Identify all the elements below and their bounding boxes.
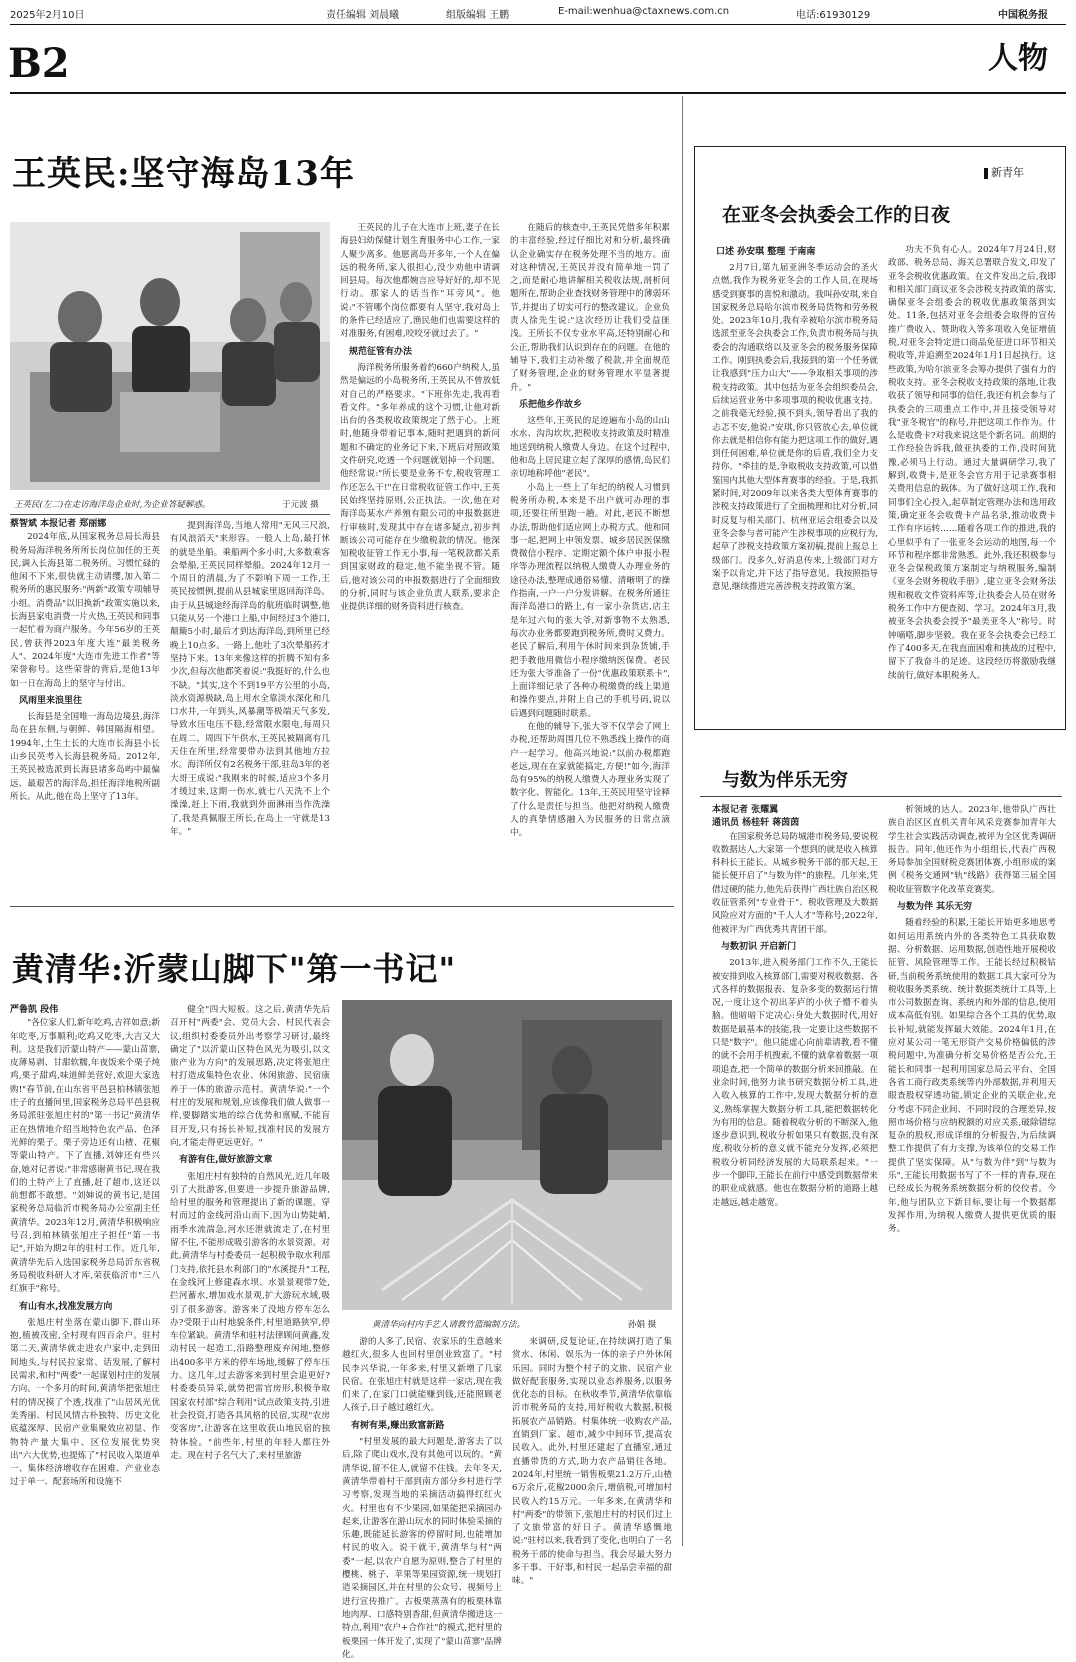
article3-paragraph: 2月7日,第九届亚洲冬季运动会的圣火点燃,我作为税务亚冬会的工作人员,在现场感受到赛事的喜悦和激动。我叫孙安琪,来自国家税务总局哈尔滨市税务局货物和劳务税处。2023年10月,我有幸被哈尔滨市税务局选派至亚冬会执委会工作,负责市税务局与执委会的沟通联络以及亚冬会的税务服务保障工作。刚到执委会后,我接到的第一个任务就让我感到"压力山大"——争取相关事项的涉税支持政策。其中包括为亚冬会组织委员会,后续运营业务中多项事项的税收优惠支持。之前我毫无经验,摸不到头,领导看出了我的忐忑不安,他说:"安琪,你只管放心去,单位就你去就是相信你有能力把这项工作的做好,遇到任何困难,单位就是你的后盾,我们全力支持你。"牵挂的是,争取税收支持政策,可以借鉴国内其他大型体育赛事的经验。于是,我抓紧时间,对2009年以来各类大型体育赛事的涉税支持政策进行了全面梳理和比对分析,同时反复与相关部门、杭州亚运会组委会以及亚冬会参与者可能产生涉税事项的应税行为,起草了涉税支持政策方案初稿,提前上报总上级部门。没多久,好消息传来,上级部门对方案予以肯定,并下达了指导意见。我按照指导意见,继续推进完善涉税支持政策方案。 — [712, 263, 879, 593]
article1-column-4 — [510, 222, 670, 900]
article1-paragraph: 在随后的核查中,王英民凭借多年积累的丰富经验,经过仔细比对和分析,最终确认企业确实存在税务处理不当的地方。面对这种情况,王英民并没有简单地一罚了之,而是耐心地讲解相关税收法规,剖析问题所在,帮助企业查找财务管理中的薄弱环节,并提出了切实可行的整改建议。企业负责人徐先生说:"这次经历让我们受益匪浅。王所长不仅专业水平高,还特别耐心和公正,帮助我们认识到存在的问题。在他的辅导下,我们主动补缴了税款,并全面规范了财务管理,企业的财务管理水平显著提升。" — [510, 223, 670, 393]
article2-paragraph: 游的人多了,民宿、农家乐的生意越来越红火,很多人也回村里创业致富了。"村民李兴华说,一年多来,村里又新增了几家民宿。在张旭庄村就是这样一家店,现在我们来了,在家门口就能赚到钱,还能照顾老人孩子,日子越过越红火。 — [342, 1337, 502, 1414]
article1-subhead-1: 风雨里来浪里往 — [19, 695, 83, 706]
article2-photo — [342, 1000, 672, 1310]
article3-title: 在亚冬会执委会工作的日夜 — [722, 204, 951, 226]
article1-paragraph: 在他的辅导下,张大爷不仅学会了网上办税,还帮助周围几位不熟悉线上操作的商户一起学习。他高兴地说:"以前办税都跑老远,现在在家就能搞定,方便!"如今,海洋岛有95%的纳税人缴费人办理业务实现了数字化、智能化。13年,王英民用坚守诠释了什么是责任与担当。他把对纳税人缴费人的真挚情感融入为民服务的日常点滴中。 — [510, 721, 670, 839]
page-number: B2 — [8, 40, 70, 87]
article1-paragraph: 小岛上一些上了年纪的纳税人习惯到税务所办税,本来是不出户就可办理的事项,还要往所里跑一趟。对此,老民不断想办法,帮助他们适应网上办税方式。他和同事一起,把网上申领发票、城乡居民医保缴费微信小程序、定期定额个体户申报小程序等办理流程以纳税人缴费人办理业务的途径办法,整理成通俗易懂、清晰明了的操作指南,一户一户分发讲解。在税务所通往海洋岛港口的路上,有一家小杂货店,店主是年过六旬的张大爷,对新事物不太熟悉,每次办业务都要跑到税务所,费时又费力。老民了解后,利用午休时间来到杂货铺,手把手教他用微信小程序缴纳医保费。老民还为张大爷准备了一份"优惠政策联系卡",上面详细记录了各种办税缴费的线上渠道和操作要点,并附上自己的手机号码,说以后遇到问题随时联系。 — [510, 482, 670, 719]
masthead-paper: 中国税务报 — [998, 10, 1048, 21]
article4-column-2 — [888, 804, 1056, 1544]
masthead-date: 2025年2月10日 — [10, 10, 85, 21]
article1-paragraph: 提到海洋岛,当地人常用"无风三尺浪,有风浪滔天"来形容。一般人上岛,最打怵的就是坐船。乘船两个多小时,大多数乘客会晕船,王英民同样晕船。2024年12月一个周日的清晨,为了不影响下周一工作,王英民按惯例,提前从县城家里返回海洋岛。由于从县城途经海洋岛的航班临时调整,他只能从另一个港口上船,中间经过3个港口,颠簸5小时,最后才到达海洋岛,到所里已经晚上10点多。一路上,他吐了3次晕船药才坚持下来。13年来像这样的折腾不知有多少次,但每次他都笑着说:"我挺好的,什么也不缺。"其实,这个不到19平方公里的小岛,淡水资源极缺,岛上用水全靠淡水深化和几口水井,一年到头,风暴潮等极端天气多发,导致水压电压不稳,经常限水限电,每周只在周二、周四下午供水,王英民被隔离有几天住在所里,经常要带办法到其他地方拉水。海洋所仅有2名税务干部,驻岛3年的老大哥王成说:"我刚来的时候,适应3个多月才缓过来,这期一伤水,就七八天洗不上个澡澡,赶上下雨,我就到外面淋雨当作洗澡了,我是真佩服王所长,在岛上一守就是13年。" — [170, 521, 330, 837]
article3-column-1 — [712, 262, 878, 722]
article4-paragraph: 析领域的达人。2023年,他带队广西壮族自治区区直机关青年风采竞赛参加青年大学生社会实践活动调查,被评为全区优秀调研报告。同年,他还作为小组组长,代表广西税务局参加全国财税竞赛团体赛,小组形成的案例《税务交通网"轨"线路》获得第三届全国税收征管数字化改革竞赛奖。 — [888, 805, 1056, 895]
article2-column-3 — [342, 1336, 502, 1660]
article2-paragraph: 来调研,反复论证,在持续调打造了集赏水、休闲、娱乐为一体的亲子户外休闲乐园。同时为整个村子的文旅、民宿产业做好配套服务,实现以业态养服务,以服务优化态的目标。在秋收季节,黄清华依靠临沂市税务局的支持,用好税收大数据,积极拓展农产品销路。村集体统一收购农产品,直销到厂家、超市,减少中间环节,提高农民收入。此外,村里还建起了直播室,通过直播带货的方式,助力农产品销往各地。2024年,村里统一销售板栗21.2万斤,山楂6万余斤,花椒2000余斤,增值税,可增加村民收入约15万元。一年多来,在黄清华和村"两委"的带领下,张旭庄村的村民们过上了文旅带富的好日子。黄清华感慨地说:"驻村以来,我看到了变化,也明白了一名税务干部的使命与担当。我会尽最大努力多干事、干好事,和村民一起品尝幸福的甜味。" — [512, 1337, 672, 1587]
article1-subhead-3: 规范征管有办法 — [349, 346, 413, 357]
article3-tag — [984, 164, 1024, 180]
section-name: 人物 — [988, 41, 1048, 76]
article1-column-1 — [10, 518, 160, 900]
article1-subhead-4: 乐把他乡作故乡 — [519, 399, 583, 410]
article1-column-3 — [340, 222, 500, 900]
article4-title-rule — [700, 796, 1062, 797]
article4-subhead-2: 与数为伴 其乐无穷 — [897, 902, 973, 913]
article1-photo — [10, 222, 330, 490]
masthead — [10, 4, 1066, 22]
office-meeting-image — [10, 222, 330, 490]
article4-paragraph: 随着经验的积累,王能长开始更多地思考如何运用系统内外的各类特色工具获取数据、分析数据、运用数据,创造性地开展税收征管、风险管理等工作。王能长经过积极钻研,当前税务系统使用的数据工具大家可分为税收服务类系统、统计数据类统计工具等,上市公司数据查询、系统内和外部的信息,使用成本高低有别。如果综合各个工具的优势,取长补短,就能发挥最大效能。2024年1月,在应对某公司一笔无形资产交易价格偏低的涉税问题中,为准确分析交易价格是否公允,王能长和同事一起利用国家总局云平台、全国各省工商行政类系统等内外部数据,并利用天眼查股权穿透功能,锁定企业的关联企业,充分考虑不同企业间、不同时段的合理差异,按照市场价格与应纳税额的对应关系,破除错综复杂的股权,形成详细的分析报告,为后续调整工作提供了有力支撑,为该单位的交易工作提供了坚实保障。从"与数为伴"到"与数为乐",王能长用数据书写了不一样的青春,现在已经成长为税务系统数据分析的佼佼者。今年,他与团队立下新目标,要让每一个数据都发挥作用,为纳税人缴费人提供更优质的服务。 — [888, 918, 1056, 1235]
article2-caption: 黄清华向村内手艺人请教竹篮编制方法。 — [372, 1320, 526, 1330]
article1-paragraph: 这些年,王英民的足迹遍布小岛的山山水水、沟沟坎坎,把税收支持政策及时精准地送到纳税人缴费人身边。在这个过程中,他和岛上居民建立起了深厚的感情,岛民们亲切地称呼他"老民"。 — [510, 416, 670, 480]
article1-title: 王英民:坚守海岛13年 — [12, 154, 355, 194]
article-divider — [10, 906, 674, 907]
article2-column-4 — [512, 1336, 672, 1587]
article1-paragraph: 2024年底,从国家税务总局长海县税务局海洋税务所所长岗位加任的王英民,调入长海县第二税务所。习惯忙碌的他闲不下来,很快就主动请缨,加入第二税务所的惠民服务:"两新"政策专项辅导小组。消费品"以旧换新"政策实施以来,长海县家电消费一片火热,王英民和同事一起忙着为商户服务。今年56岁的王英民,曾获得2023年度大连"最美税务人"、2024年度"大连市先进工作者"等荣誉称号。这些荣誉的背后,是他13年如一日在海岛上的坚守与付出。 — [10, 532, 160, 689]
article4-title: 与数为伴乐无穷 — [722, 770, 848, 791]
article2-byline: 严鲁凯 段伟 — [10, 1005, 59, 1015]
article1-caption: 王英民(左二)在走访海洋岛企业时,为企业答疑解惑。 — [14, 500, 211, 510]
article2-paragraph: "村里发展的最大问题是,游客去了以后,除了爬山戏水,没有其他可以玩的。"黄清华说,留不住人,就留不住钱。去年冬天,黄清华带着村干部到南方部分乡村进行学习考察,发现当地的采摘活动搞得红红火火。村里也有不少果园,如果能把采摘园办起来,让游客在游山玩水的同时体验采摘的乐趣,既能延长游客的停留时间,也能增加村民的收入。说干就干,黄清华与村"两委"一起,以农户自愿为原则,整合了村里的樱桃、桃子、苹果等果园资源,统一规划打造采摘园区,并在村里的公众号、视频号上进行宣传推广。古板栗蒸蒸有的板栗林靠地肉厚、口感特别香甜,但黄清华搬进这一特点,利用"农户+合作社"的模式,把村里的板栗园一体开发了,实现了"蒙山苗寨"品牌化。 — [342, 1437, 502, 1660]
article2-title: 黄清华:沂蒙山脚下"第一书记" — [12, 950, 457, 988]
article2-subhead-2: 有游有住,做好旅游文章 — [179, 1155, 273, 1166]
column-divider — [682, 96, 683, 1546]
article2-paragraph: 张旭庄村坐落在蒙山脚下,群山环抱,植被茂密,全村现有四百余户。驻村第二天,黄清华就走进农户家中,走到田间地头,与村民拉家常、话发展,了解村民需求,和村"两委"一起谋划村庄的发展方向。一个多月的时间,黄清华把张旭庄村的情况摸了个透,找准了"山居风光优美秀丽、村民风情古朴独特、历史文化底蕴深厚、民宿产业集聚效应初显、作物特产量大集中、区位发展优势突出"六大优势,也提炼了"村民收入渠道单一、集体经济增收存在困难、产业业态过于单一、配套场所和设施不 — [10, 1317, 160, 1488]
article1-byline: 蔡智斌 本报记者 郑丽娜 — [10, 519, 107, 529]
article1-paragraph: 王英民的儿子在大连市上班,妻子在长海县妇幼保健计划生育服务中心工作,一家人聚少离多。他愿离岛开多年,一个人在偏远的税务所,家人很担心,没少劝他申请调回县局。每次他都婉言应导好好的,却不见行动。那家人的话当作"耳旁风"。他说:"不管哪个岗位都要有人坚守,我对岛上的条件已经适应了,渔民他们也需要这样的对准服务,有困难,咬咬牙就过去了。" — [340, 223, 500, 340]
masthead-phone: 电话:61930129 — [796, 10, 871, 21]
masthead-editor: 责任编辑 刘晨曦 — [326, 10, 400, 21]
article2-paragraph: "各位家人们,新年吃鸡,吉祥如意;新年吃枣,万事顺利;吃鸡又吃枣,大吉又大利。这是我们沂蒙山特产——蒙山苗寨,皮薄易剥、甘甜软糯,年夜饭来个栗子炖鸡,栗子甜鸡,味道鲜美营好,欢迎大家选购!"春节前,在山东省平邑县柏林镇张旭庄子的直播间里,国家税务总局平邑县税务局派驻张旭庄村的"第一书记"黄清华正在热情地介绍当地特色农产品、色泽光鲜的栗子。栗子旁边还有山楂、花椒等蒙山特产。下了直播,刘婶还有些兴奋,她对记者说:"非常感谢黄书记,现在我们的土特产上了直播,赶了超市,这还以前想都不敢想。"刘婶说的黄书记,是国家税务总局临沂市税务局办公室副主任黄清华。2023年12月,黄清华积极响应号召,到柏林镇张旭庄子担任"第一书记",开始为期2年的驻村工作。近几年,黄清华先后入选国家税务总局沂东省税务局税收科研人才库,荣获临沂市"三八红旗手"称号。 — [10, 1018, 160, 1295]
article4-byline-1: 本报记者 张耀翼 — [712, 805, 779, 815]
bamboo-weaving-image — [342, 1000, 672, 1310]
masthead-designer: 组版编辑 王鹏 — [446, 10, 510, 21]
article4-byline-2: 通讯员 杨桂轩 蒋茵茵 — [712, 818, 800, 829]
article1-photographer: 于元波 摄 — [282, 500, 319, 510]
article2-column-1 — [10, 1004, 160, 1544]
article2-column-2 — [170, 1004, 330, 1544]
article3-paragraph: 功夫不负有心人。2024年7月24日,财政部、税务总局、海关总署联合发文,印发了亚冬会税收优惠政策。在文件发出之后,我即和相关部门商议亚冬会涉税支持政策的落实,确保亚冬会组委会的税收优惠政策落到实处。11条,包括对亚冬会组委会取得的宣传推广费收入、赞助收入等多项收入免征增值税,对亚冬会特定进口商品免征进口环节相关税收等,并追溯至2024年1月1日起执行。这些政策,为哈尔滨亚冬会筹办提供了强有力的税收支持。亚冬会税收支持政策的落地,让我收获了领导和同事的信任,我还有机会参与了执委会的三项重点工作中,并且接受领导对我"亚冬税官"的称号,并把这项工作作为。什么是收费卡?对我来说这是个新名词。前期的工作经验告诉我,做亚执委的工作,没时间犹豫,必须马上行动。通过大量调研学习,我了解到,收费卡,是亚冬会官方用于记录赛事相关费用信息的载体。为了做好这项工作,我和同事们全心投入,起草制定管理办法和选用政策,确定亚冬会收费卡产品名录,推动收费卡工作有序运转……随着各项工作的推进,我的心里似乎有了一张亚冬会运动的地图,每一个环节和程序都非常熟悉。此外,我还积极参与亚冬会保税政策方案制定与纳税服务,编制《亚冬会财务税收手册》,建立亚冬会财务法规和税收文件资料库等,让执委会人员在财务税务工作中方便查阅、学习。2024年3月,我被亚冬会执委会授予"最美亚冬人"称号。时钟嘀嗒,脚步坚毅。我在亚冬会执委会已经工作了400多天,在我直面困难和挑战的过程中,留下了我奋斗的足迹。这段经历将激励我继续前行,做好本职税务人。 — [888, 245, 1056, 681]
article3-column-2 — [888, 244, 1056, 722]
caption-rule — [10, 514, 330, 515]
article4-column-1 — [712, 804, 878, 1544]
article2-paragraph: 健全"四大短板。这之后,黄清华先后召开村"两委"会、党员大会、村民代表会议,组织村委委员外出考察学习研讨,最终确定了"以沂蒙山区特色风光为吸引,以文旅产业为方向"的发展思路,决定将张旭庄村打造成集特色农业、休闲旅游、民宿康养于一体的旅游示范村。黄清华说:"一个村庄的发展和规划,应该像我们做人做事一样,要脚踏实地的综合优势和禀赋,不能盲目开发,只有扬长补短,找准村民的发展方向,才能走得更远更好。" — [170, 1005, 330, 1148]
tag-marker-icon — [984, 168, 988, 179]
article1-paragraph: 长海县是全国唯一海岛边境县,海洋岛在县东侧,与朝鲜、韩国隔海相望。1994年,土生土长的大连市长海县小长山乡民英考入长海县税务局。2012年,王英民被选派到长海县诸多岛屿中最偏远、最艰苦的海洋岛,担任海洋地税所副所长。从此,他在岛上坚守了13年。 — [10, 712, 160, 802]
article2-subhead-3: 有树有果,赚出致富新路 — [351, 1420, 445, 1431]
article2-photographer: 孙娟 摄 — [628, 1320, 657, 1330]
article3-tag-text: 新青年 — [991, 166, 1024, 179]
top-rule — [10, 24, 1066, 25]
masthead-email: E-mail:wenhua@ctaxnews.com.cn — [558, 6, 730, 17]
article1-column-2 — [170, 520, 330, 900]
article2-paragraph: 张旭庄村有独特的自然风光,近几年吸引了大批游客,但要进一步提升旅游品牌,给村里的服务和管理提出了新的课题。穿村而过的金线河沿山而下,因为山势陡峭,雨季水流湍急,河水还泄就流走了,在村里留不住,不能形成吸引游客的水景资源。对此,黄清华与村委委员一起积极争取水利部门支持,依托县水利部门的"水溪提升"工程,在金线河上修建森水坝、水景景观带7处,拦河蓄水,增加戏水景观,扩大游玩水域,吸引了很多游客。游客来了没地方停车怎么办?受限于山村地貌条件,村里道路狭窄,停车位紧缺。黄清华和驻村法律顾问黄鑫,发动村民一起造工,沿路整理废弃闲地,整修出400多平方米的停车场地,缓解了停车压力。这几年,过去游客来到村里会追更好?村委委员异采,就势把雷官房形,积极争取国家农村部"综合利用"试点政策支持,引进社会投资,打造各具风格的民宿,实现"农房变客房",让游客在这里收获山地民宿的独特体验。"前些年,村里的年轻人都往外走。现在村子名气大了,来村里旅游 — [170, 1171, 330, 1461]
article4-subhead-1: 与数初识 开启新门 — [721, 941, 797, 952]
header-rule — [10, 92, 1066, 94]
article4-paragraph: 在国家税务总局防城港市税务局,要说税收数据达人,大家第一个想到的就是收入核算科科长王能长。从城乡税务干部的那天起,王能长便开启了"与数为伴"的旅程。几年来,凭借过硬的能力,他先后获得广西壮族自治区税收征管系列"专业骨干"、税收管理及大数据风险应对方面的"千人人才"等称号,2022年,他被评为广西优秀共青团干部。 — [712, 831, 879, 935]
article1-paragraph: 海洋税务所服务着约660户纳税人,虽然是偏远的小岛税务所,王英民从不曾放低对自己的严格要求。"下班你先走,我再看看文件。"多年养成的这个习惯,让他对新出台的各类税收政策规定了然于心。上班时,他随身带着记事本,随时把遇到的新问题和不确定的业务记下来,下班后对照政策文件研究,吃透一个问题就划掉一个问题。他经常说:"所长要是业务不专,税收管理工作还怎么干!"在日常税收征管工作中,王英民始终坚持原则,公正执法。一次,他在对海洋岛某水产养殖有限公司的申报数据进行审核时,发现其中存在诸多疑点,初步判断该公司可能存在少缴税款的情况。他深知税收征管工作无小事,每一笔税款都关系到国家财政的稳定,他不能坐视不管。随后,他对该公司的申报数据进行了全面细致的分析,同时与该企业负责人联系,要求企业提供详细的财务资料进行核查。 — [340, 362, 500, 613]
article4-paragraph: 2013年,进入税务部门工作不久,王能长被安排到收入核算部门,需要对税收数据、各式各样的数据报表、复杂多变的数据运行情况,一度让这个初出茅庐的小伙子懵不着头脑。他暗暗下定决心:身处大数据时代,用好数据是最基本的技能,我一定要让这些数据不只是"数字"。他只能虚心向前辈请教,看不懂的就不会用手机搜索,不懂的就拿着数据一项项追查,把一个简单的数据分析来回推敲。在业余时间,他努力读书研究数据分析工具,进入收入核算的工作中,发现大数据分析的意义,熟练掌握大数据分析工具,能把数据转化为有用的信息。随着税收分析的不断深入,他逐步意识到,税收分析如果只有数据,没有深度,税收分析的意义就不能充分发挥,必须把税收分析同经济发展的大局联系起来。"一步一个脚印,王能长在前行中感受到数据带来的职业成就感。他也在数据分析的道路上越走越远,越走越宽。 — [712, 958, 879, 1208]
article3-byline: 口述 孙安琪 整理 于南南 — [716, 247, 816, 257]
article2-subhead-1: 有山有水,找准发展方向 — [19, 1301, 113, 1312]
